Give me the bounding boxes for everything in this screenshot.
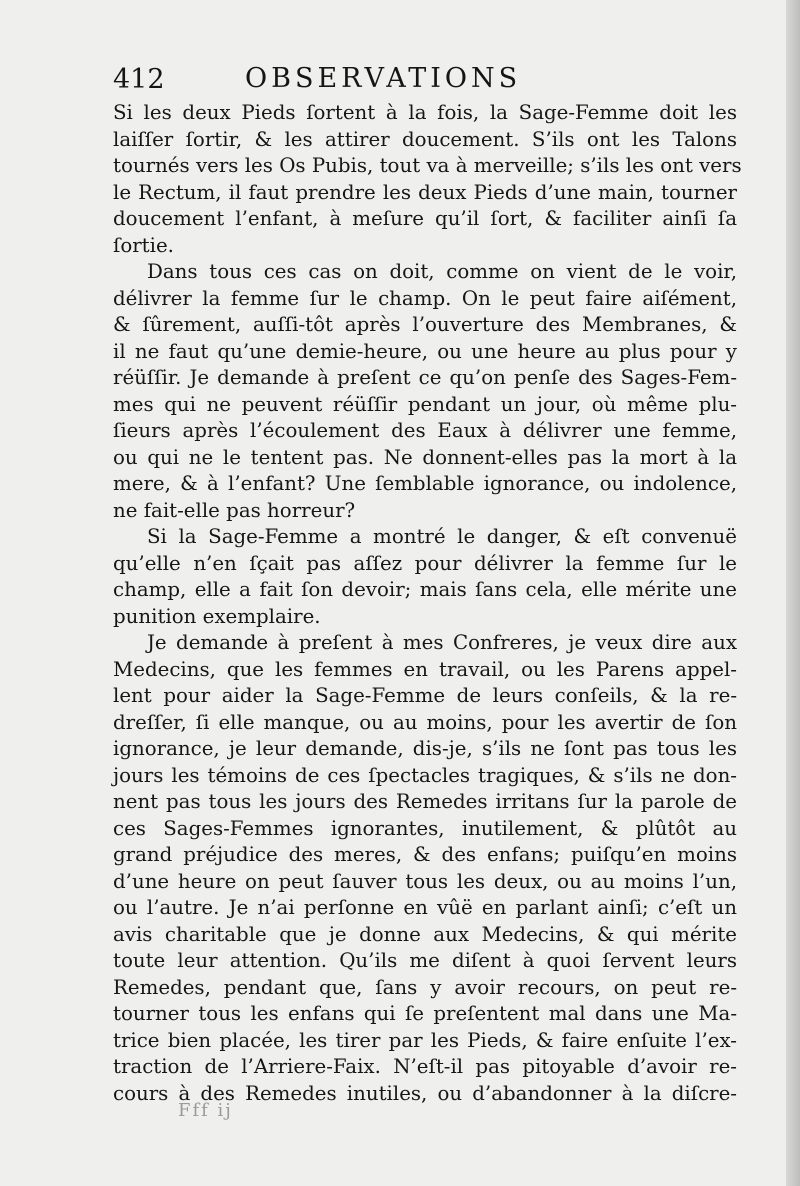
text-line: ignorance, je leur demande, dis-je, s’ils ne ſont pas tous les [113, 737, 737, 760]
text-line: ou qui ne le tentent pas. Ne donnent-elles pas la mort à la [113, 445, 737, 469]
text-line: mere, & à l’enfant? Une ſemblable ignorance, ou indolence, [113, 472, 737, 495]
text-line: délivrer la femme ſur le champ. On le peut faire aiſément, [113, 286, 737, 310]
text-line: grand préjudice des meres, & des enfans; puiſqu’en moins [113, 843, 737, 866]
paragraph-1 [113, 100, 742, 259]
text-line: ces Sages-Femmes ignorantes, inutilement, & plûtôt au [113, 816, 737, 840]
text-line: il ne faut qu’une demie-heure, ou une heure au plus pour y [113, 339, 737, 363]
text-line: Si la Sage-Femme a montré le danger, & eſt convenuë [147, 525, 737, 548]
text-line: le Rectum, il faut prendre les deux Pieds d’une main, tourner [113, 180, 737, 204]
page-number: 412 [113, 64, 165, 95]
text-line: mes qui ne peuvent réüſſir pendant un jour, où même plu- [113, 392, 737, 416]
text-line: nent pas tous les jours des Remedes irritans ſur la parole de [113, 790, 737, 813]
page-edge-shadow [786, 0, 800, 1186]
paragraph-3 [113, 524, 737, 630]
text-line: Si les deux Pieds ſortent à la fois, la Sage-Femme doit les [113, 101, 737, 124]
body-text [113, 100, 742, 1107]
text-line: avis charitable que je donne aux Medecins, & qui mérite [113, 922, 737, 946]
paragraph-4 [113, 630, 737, 1107]
text-line: laiſſer ſortir, & les attirer doucement. S’ils ont les Talons [113, 127, 737, 151]
text-line: champ, elle a fait ſon devoir; mais ſans cela, elle mérite une [113, 578, 737, 601]
text-line: d’une heure on peut ſauver tous les deux, ou au moins l’un, [113, 869, 737, 893]
text-line: ſortie. [113, 233, 174, 257]
text-line: lent pour aider la Sage-Femme de leurs conſeils, & la re- [113, 684, 737, 707]
page-header [113, 60, 673, 100]
text-line: tourner tous les enfans qui ſe preſentent mal dans une Ma- [113, 1002, 737, 1025]
text-line: trice bien placée, les tirer par les Pieds, & faire enſuite l’ex- [113, 1028, 737, 1052]
text-line: Remedes, pendant que, ſans y avoir recours, on peut re- [113, 975, 737, 999]
text-line: punition exemplaire. [113, 604, 321, 628]
text-line: réüſſir. Je demande à preſent ce qu’on penſe des Sages-Fem- [113, 366, 737, 389]
text-line: Medecins, que les femmes en travail, ou les Parens appel- [113, 657, 737, 681]
text-line: traction de l’Arriere-Faix. N’eſt-il pas pitoyable d’avoir re- [113, 1055, 737, 1078]
running-head: OBSERVATIONS [245, 63, 522, 94]
text-line: jours les témoins de ces ſpectacles tragiques, & s’ils ne don- [113, 763, 737, 787]
signature-mark: Fff ij [178, 1100, 233, 1121]
text-line: Je demande à preſent à mes Confreres, je veux dire aux [147, 631, 737, 654]
text-line: cours à des Remedes inutiles, ou d’abandonner à la diſcre- [113, 1081, 737, 1105]
paragraph-2 [113, 259, 737, 524]
text-line: Dans tous ces cas on doit, comme on vient de le voir, [147, 260, 737, 283]
text-line: tournés vers les Os Pubis, tout va à merveille; s’ils les ont vers [113, 154, 742, 177]
text-line: & ſûrement, auſſi-tôt après l’ouverture des Membranes, & [113, 313, 737, 336]
text-line: toute leur attention. Qu’ils me diſent à quoi ſervent leurs [113, 949, 737, 972]
text-line: dreſſer, ſi elle manque, ou au moins, pour les avertir de ſon [113, 710, 737, 734]
text-line: doucement l’enfant, à meſure qu’il ſort, & faciliter ainſi ſa [113, 207, 737, 230]
text-line: ſieurs après l’écoulement des Eaux à délivrer une femme, [113, 419, 737, 442]
text-line: qu’elle n’en ſçait pas aſſez pour délivrer la femme ſur le [113, 551, 737, 575]
text-line: ou l’autre. Je n’ai perſonne en vûë en parlant ainſi; c’eſt un [113, 896, 737, 919]
text-line: ne fait-elle pas horreur? [113, 498, 356, 522]
